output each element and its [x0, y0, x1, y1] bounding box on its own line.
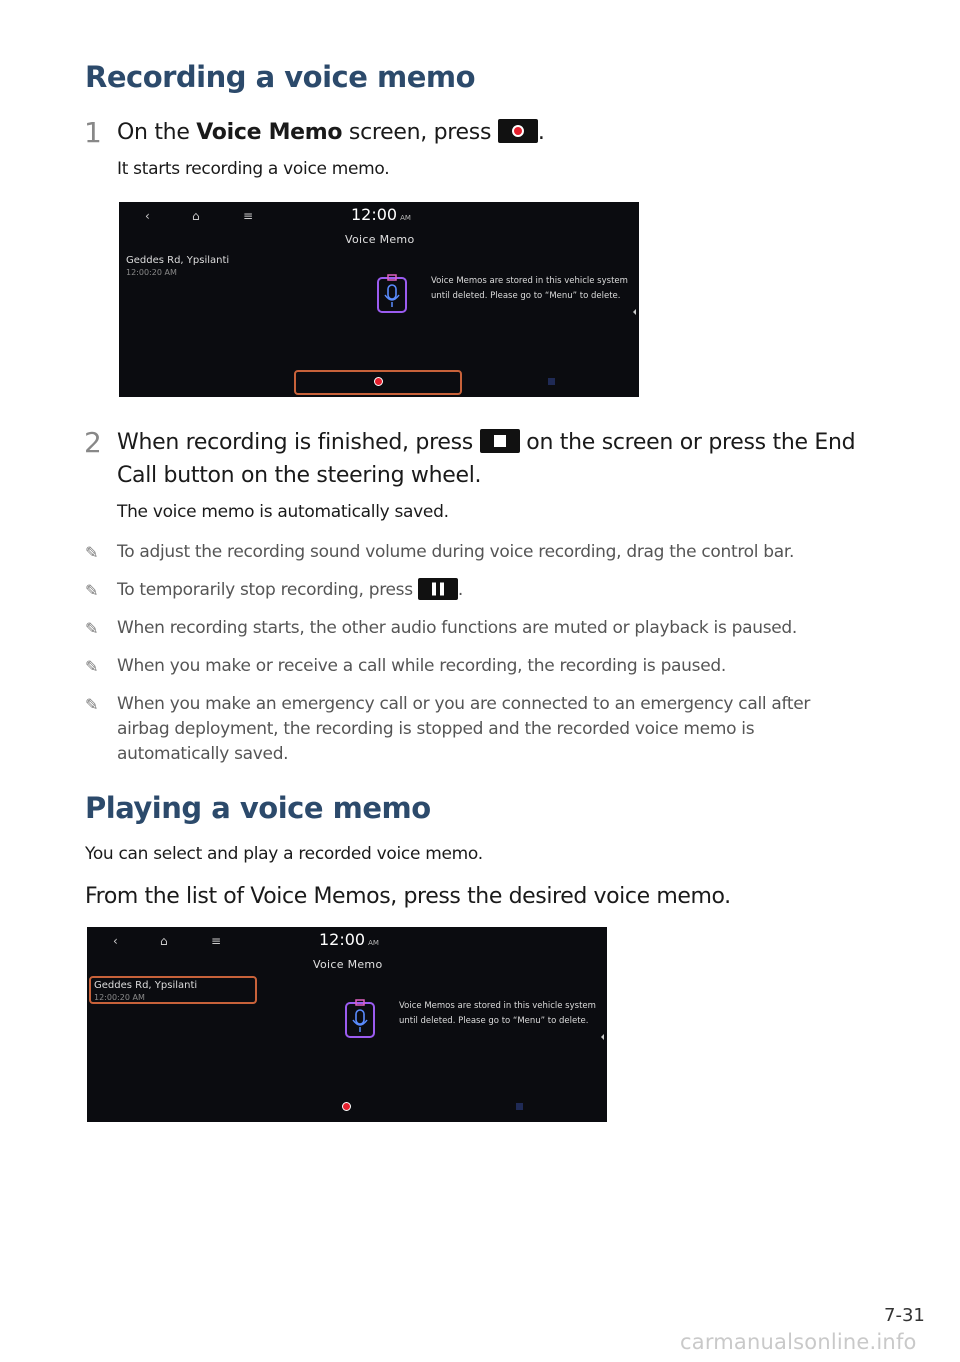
note-text: To adjust the recording sound volume during voice recording, drag the control bar.: [117, 542, 795, 562]
pencil-icon: ✎: [85, 657, 99, 676]
section-title-recording: Recording a voice memo: [85, 60, 476, 94]
step-1-pre: On the: [117, 120, 197, 145]
back-icon[interactable]: ‹: [113, 934, 118, 948]
voice-memo-screen-list: [87, 927, 607, 1122]
panel-arrow-icon[interactable]: [633, 309, 636, 315]
record-icon[interactable]: [342, 1102, 351, 1111]
pencil-icon: ✎: [85, 619, 99, 638]
clock-ampm: AM: [400, 214, 411, 222]
menu-icon[interactable]: ≡: [243, 209, 254, 223]
memo-item-name[interactable]: Geddes Rd, Ypsilanti: [94, 980, 198, 991]
note-2-end: .: [457, 580, 464, 600]
step-1-bold: Voice Memo: [196, 120, 343, 145]
storage-info-text: Voice Memos are stored in this vehicle system until deleted. Please go to “Menu” to delete.: [431, 276, 628, 301]
page-number: 7-31: [884, 1305, 925, 1326]
section-title-playing: Playing a voice memo: [85, 791, 431, 825]
storage-info-text: Voice Memos are stored in this vehicle system until deleted. Please go to “Menu” to delete.: [399, 1001, 596, 1026]
microphone-icon: [343, 997, 377, 1039]
note-text: When you make an emergency call or you are connected to an emergency call after airbag deployment, the recording is stopped and the recorded voice memo is automatically saved.: [117, 694, 811, 764]
clock-time: 12:00: [351, 205, 398, 224]
list-view-icon[interactable]: [548, 378, 555, 385]
clock: [351, 205, 411, 224]
memo-item-time: 12:00:20 AM: [126, 268, 177, 277]
microphone-icon: [375, 272, 409, 314]
memo-item-name[interactable]: Geddes Rd, Ypsilanti: [126, 255, 230, 266]
watermark: carmanualsonline.info: [680, 1330, 917, 1354]
pause-button-icon: [418, 578, 458, 600]
step-1-text: [117, 116, 545, 149]
clock-ampm: AM: [368, 939, 379, 947]
record-icon[interactable]: [374, 377, 383, 386]
section-2-lead: From the list of Voice Memos, press the desired voice memo.: [85, 884, 731, 909]
home-icon[interactable]: ⌂: [160, 934, 168, 948]
section-2-intro: You can select and play a recorded voice memo.: [85, 844, 483, 864]
menu-icon[interactable]: ≡: [211, 934, 222, 948]
stop-button-icon: [480, 429, 520, 453]
step-2-subtext: The voice memo is automatically saved.: [117, 502, 449, 522]
pencil-icon: ✎: [85, 543, 99, 562]
note-text: When you make or receive a call while recording, the recording is paused.: [117, 656, 726, 676]
note-text: When recording starts, the other audio functions are muted or playback is paused.: [117, 618, 798, 638]
panel-arrow-icon[interactable]: [601, 1034, 604, 1040]
step-2-text: [117, 426, 855, 459]
step-number: 1: [84, 116, 102, 149]
voice-memo-screen-recording: [119, 202, 639, 397]
screen-title: Voice Memo: [345, 233, 415, 246]
step-2-post: on the screen or press the End: [519, 430, 856, 455]
step-1-end: .: [537, 120, 545, 145]
pencil-icon: ✎: [85, 581, 99, 600]
pencil-icon: ✎: [85, 695, 99, 714]
list-view-icon[interactable]: [516, 1103, 523, 1110]
screen-title: Voice Memo: [313, 958, 383, 971]
step-2-text-line2: Call button on the steering wheel.: [117, 463, 482, 488]
memo-item-time: 12:00:20 AM: [94, 993, 145, 1002]
back-icon[interactable]: ‹: [145, 209, 150, 223]
note-text: [117, 578, 837, 603]
note-2-text: To temporarily stop recording, press: [117, 580, 413, 600]
step-number: 2: [84, 426, 102, 459]
step-1-subtext: It starts recording a voice memo.: [117, 159, 390, 179]
home-icon[interactable]: ⌂: [192, 209, 200, 223]
step-2-pre: When recording is finished, press: [117, 430, 480, 455]
clock: [319, 930, 379, 949]
clock-time: 12:00: [319, 930, 366, 949]
record-button-icon: [498, 119, 538, 143]
step-1-post: screen, press: [342, 120, 498, 145]
